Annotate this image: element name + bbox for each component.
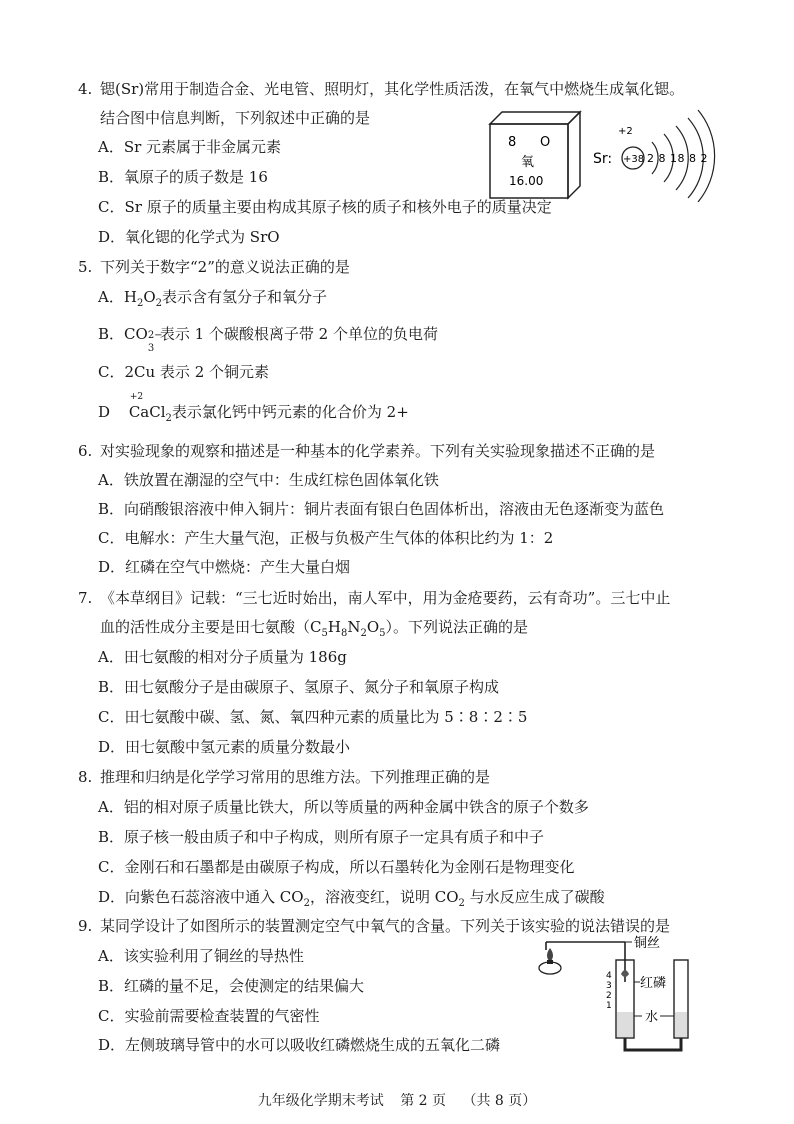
formula: CO	[124, 325, 148, 343]
question-4-option-b: B．氧原子的质子数是 16	[98, 168, 268, 186]
page-number: 第 2 页	[400, 1093, 446, 1109]
subscript: 2	[155, 298, 162, 309]
element-name: 氧	[521, 155, 535, 170]
option-prefix: D	[98, 403, 111, 421]
scale-mark: 4	[606, 971, 612, 981]
question-8-option-d	[98, 886, 605, 909]
subscript: 3	[147, 343, 155, 354]
formula: N	[347, 618, 361, 636]
electron-counts: 2 8 18 8 2	[647, 152, 708, 165]
question-7-option-c: C．田七氨酸中碳、氢、氮、氧四种元素的质量比为 5∶8∶2∶5	[98, 708, 528, 726]
exam-title: 九年级化学期末考试	[257, 1093, 384, 1109]
lamp-wick	[547, 960, 553, 964]
element-atomic-number: 8	[508, 135, 517, 150]
option-text: 表示 1 个碳酸根离子带 2 个单位的负电荷	[159, 325, 438, 343]
page-footer	[0, 1090, 794, 1110]
question-4-option-c: C．Sr 原子的质量主要由构成其原子核的质子和核外电子的质量决定	[98, 198, 552, 216]
subscript: 2	[165, 413, 172, 424]
question-number: 6.	[78, 442, 93, 460]
formula: O	[366, 618, 380, 636]
subscript: 2	[136, 298, 144, 309]
scale-mark: 1	[606, 1001, 612, 1011]
question-4-stem-cont: 结合图中信息判断，下列叙述中正确的是	[100, 109, 371, 127]
question-8-stem	[78, 766, 738, 787]
question-6-stem	[78, 440, 738, 461]
question-number: 8.	[78, 768, 93, 786]
atom-label: Sr:	[593, 151, 613, 167]
sr-atom-structure-diagram	[590, 72, 720, 202]
page-total: （共 8 页）	[462, 1093, 537, 1109]
formula: H	[123, 288, 137, 306]
formula: O	[143, 288, 156, 306]
question-5-option-d	[98, 392, 409, 424]
option-prefix: A．	[98, 288, 124, 306]
subscript: 8	[340, 628, 348, 639]
formula: H	[327, 618, 341, 636]
question-7-option-b: B．田七氨酸分子是由碳原子、氢原子、氮分子和氧原子构成	[98, 678, 500, 696]
option-prefix: B．	[98, 325, 125, 343]
option-text: 与水反应生成了碳酸	[464, 888, 605, 906]
stem-text: ）。下列说法正确的是	[385, 618, 529, 636]
question-7-stem-cont	[100, 616, 528, 639]
question-9-option-d: D．左侧玻璃导管中的水可以吸收红磷燃烧生成的五氧化二磷	[98, 1036, 501, 1054]
valence-mark: +2	[129, 392, 144, 402]
question-number: 5.	[78, 258, 93, 276]
question-number: 9.	[78, 917, 93, 935]
question-5-option-c: C．2Cu 表示 2 个铜元素	[98, 363, 270, 381]
scale-mark: 2	[606, 991, 612, 1001]
question-7-option-d: D．田七氨酸中氢元素的质量分数最小	[98, 738, 351, 756]
question-5-option-a	[98, 286, 327, 309]
question-text: 某同学设计了如图所示的装置测定空气中氧气的含量。下列关于该实验的说法错误的是	[100, 917, 671, 935]
copper-wire-label: 铜丝	[634, 936, 661, 951]
question-6-option-b: B．向硝酸银溶液中伸入铜片：铜片表面有银白色固体析出，溶液由无色逐渐变为蓝色	[98, 500, 665, 518]
question-9-option-a: A．该实验利用了铜丝的导热性	[98, 947, 304, 965]
question-text: 《本草纲目》记载：“三七近时始出，南人军中，用为金疮要药，云有奇功”。三七中止	[100, 589, 671, 607]
nucleus-charge: +38	[623, 154, 645, 165]
lamp-flame	[547, 948, 553, 962]
subscript: 2	[458, 898, 465, 909]
question-text: 锶(Sr)常用于制造合金、光电管、照明灯，其化学性质活泼，在氧气中燃烧生成氧化锶。	[100, 80, 685, 98]
question-7-stem	[78, 587, 738, 608]
question-text: 推理和归纳是化学学习常用的思维方法。下列推理正确的是	[100, 768, 491, 786]
right-tube-water	[675, 1012, 687, 1037]
water-label: 水	[645, 1010, 659, 1025]
option-text: 表示氯化钙中钙元素的化合价为 2+	[171, 403, 409, 421]
subscript: 2	[303, 898, 310, 909]
left-tube-water	[617, 1012, 633, 1037]
element-mass: 16.00	[509, 174, 544, 188]
question-text: 对实验现象的观察和描述是一种基本的化学素养。下列有关实验现象描述不正确的是	[100, 442, 656, 460]
question-9-option-c: C．实验前需要检查装置的气密性	[98, 1007, 320, 1025]
valence-label: +2	[618, 126, 633, 137]
element-card-oxygen	[488, 110, 584, 200]
option-text: ，溶液变红，说明 CO	[309, 888, 459, 906]
subscript: 2	[360, 628, 367, 639]
question-6-option-d: D．红磷在空气中燃烧：产生大量白烟	[98, 558, 351, 576]
question-5-option-b	[98, 323, 438, 354]
question-6-option-a: A．铁放置在潮湿的空气中：生成红棕色固体氧化铁	[98, 471, 439, 489]
oxygen-measurement-apparatus-diagram	[528, 930, 708, 1060]
subscript: 5	[321, 628, 328, 639]
question-8-option-a: A．铝的相对原子质量比铁大，所以等质量的两种金属中铁含的原子个数多	[98, 798, 589, 816]
question-8-option-c: C．金刚石和石墨都是由碳原子构成，所以石墨转化为金刚石是物理变化	[98, 858, 575, 876]
option-text: 表示含有氢分子和氧分子	[162, 288, 328, 306]
superscript: 2−	[147, 330, 163, 341]
connecting-tube	[625, 1038, 681, 1050]
question-6-option-c: C．电解水：产生大量气泡，正极与负极产生气体的体积比约为 1：2	[98, 529, 554, 547]
stem-text: 血的活性成分主要是田七氨酸（C	[100, 618, 322, 636]
element-symbol: O	[540, 135, 551, 150]
question-9-option-b: B．红磷的量不足，会使测定的结果偏大	[98, 977, 365, 995]
option-text: D．向紫色石蕊溶液中通入 CO	[98, 888, 304, 906]
question-8-option-b: B．原子核一般由质子和中子构成，则所有原子一定具有质子和中子	[98, 828, 545, 846]
question-7-option-a: A．田七氨酸的相对分子质量为 186g	[98, 648, 347, 666]
question-number: 7.	[78, 589, 93, 607]
question-4-option-a: A．Sr 元素属于非金属元素	[98, 138, 282, 156]
valence-formula	[128, 392, 172, 424]
red-phosphorus	[621, 970, 629, 977]
question-4-option-d: D．氧化锶的化学式为 SrO	[98, 228, 280, 246]
question-5-stem	[78, 256, 738, 277]
red-phosphorus-label: 红磷	[640, 976, 667, 991]
question-text: 下列关于数字“2”的意义说法正确的是	[100, 258, 350, 276]
subscript: 5	[379, 628, 386, 639]
scale-mark: 3	[606, 981, 612, 991]
question-number: 4.	[78, 80, 93, 98]
formula: CaCl	[128, 403, 166, 421]
